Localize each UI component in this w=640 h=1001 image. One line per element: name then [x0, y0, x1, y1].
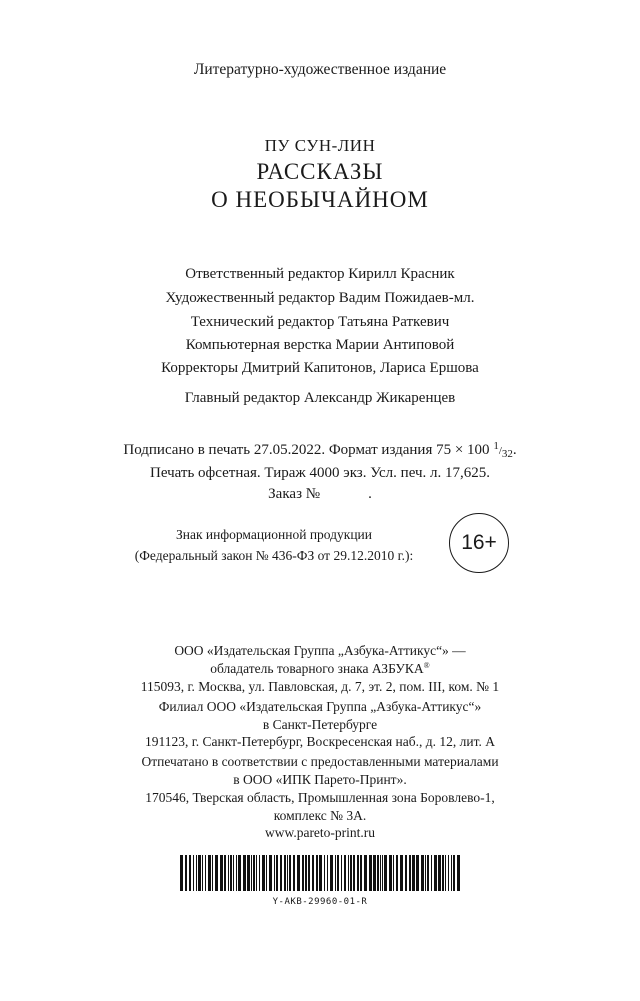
credit-responsible-editor: Ответственный редактор Кирилл Красник	[185, 266, 455, 282]
barcode-bar	[251, 855, 252, 891]
branch-address: 191123, г. Санкт-Петербург, Воскресенская наб., д. 12, лит. А	[145, 734, 495, 749]
barcode-bar	[253, 855, 255, 891]
barcode-bar	[238, 855, 241, 891]
barcode-bar	[416, 855, 419, 891]
age-rating-text: 16+	[461, 531, 497, 554]
barcode-bar	[400, 855, 403, 891]
barcode-bar	[335, 855, 336, 891]
print-order	[0, 486, 640, 503]
print-signed-suffix: .	[512, 442, 517, 458]
barcode-bar	[327, 855, 328, 891]
barcode-bar	[185, 855, 187, 891]
barcode-bar	[220, 855, 223, 891]
barcode-bar	[269, 855, 272, 891]
barcode-bar	[230, 855, 232, 891]
barcode-bar	[243, 855, 246, 891]
barcode-bar	[427, 855, 429, 891]
barcode-bar	[360, 855, 362, 891]
barcode-bar	[438, 855, 441, 891]
barcode-image	[180, 855, 460, 891]
order-suffix: .	[368, 486, 372, 502]
book-title-line-1: РАССКАЗЫ	[256, 159, 384, 184]
barcode-bar	[341, 855, 342, 891]
barcode-bar	[302, 855, 304, 891]
barcode-bar	[287, 855, 288, 891]
barcode-bar	[431, 855, 432, 891]
barcode-bar	[202, 855, 203, 891]
barcode-bar	[196, 855, 197, 891]
barcode-bar	[380, 855, 381, 891]
barcode-bar	[198, 855, 201, 891]
barcode-bar	[256, 855, 257, 891]
publisher-line-0: ООО «Издательская Группа „Азбука-Аттикус“» —	[174, 643, 466, 658]
print-signed-text: Подписано в печать 27.05.2022. Формат издания 75 × 100	[123, 442, 494, 458]
barcode-bar	[393, 855, 394, 891]
printer-website: www.pareto-print.ru	[264, 825, 376, 840]
barcode-bar	[330, 855, 333, 891]
barcode-bar	[396, 855, 398, 891]
barcode-bar	[421, 855, 424, 891]
format-denominator: 32	[501, 448, 513, 460]
barcode-bar	[409, 855, 411, 891]
barcode-bar	[293, 855, 295, 891]
barcode-bar	[284, 855, 286, 891]
book-author: ПУ СУН-ЛИН	[264, 136, 376, 155]
credit-proofreaders: Корректоры Дмитрий Капитонов, Лариса Ершова	[161, 360, 479, 376]
barcode-bar	[412, 855, 415, 891]
credit-layout: Компьютерная верстка Марии Антиповой	[185, 337, 455, 353]
barcode-bar	[445, 855, 446, 891]
registered-mark: ®	[423, 661, 430, 670]
barcode-bar	[364, 855, 367, 891]
printer-line-0: Отпечатано в соответствии с предоставленными материалами	[141, 754, 499, 769]
barcode-bar	[262, 855, 265, 891]
barcode-bar	[377, 855, 379, 891]
barcode-bar	[215, 855, 218, 891]
branch-line-1: в Санкт-Петербурге	[262, 717, 378, 732]
barcode-bar	[382, 855, 383, 891]
barcode-code: Y-AKB-29960-01-R	[272, 897, 368, 907]
format-fraction: 1/32	[493, 440, 513, 460]
barcode-bar	[189, 855, 191, 891]
barcode-bar	[442, 855, 444, 891]
barcode-bar	[180, 855, 183, 891]
publisher-trademark-text: обладатель товарного знака АЗБУКА	[210, 661, 424, 676]
barcode-bar	[259, 855, 260, 891]
format-numerator: 1	[493, 440, 499, 452]
barcode-bar	[289, 855, 291, 891]
age-rating-badge	[449, 513, 509, 573]
barcode-bar	[324, 855, 325, 891]
info-product-sign	[110, 524, 438, 566]
barcode-bar	[451, 855, 452, 891]
publisher-address: 115093, г. Москва, ул. Павловская, д. 7, эт. 2, пом. III, ком. № 1	[140, 679, 500, 694]
barcode-bar	[312, 855, 314, 891]
barcode-bar	[205, 855, 206, 891]
barcode-bar	[316, 855, 318, 891]
barcode-bar	[453, 855, 455, 891]
print-run-info: Печать офсетная. Тираж 4000 экз. Усл. печ. л. 17,625.	[149, 465, 491, 481]
publisher-line-1	[0, 661, 640, 677]
edition-genre: Литературно-художественное издание	[193, 61, 447, 78]
barcode-bar	[357, 855, 359, 891]
branch-line-0: Филиал ООО «Издательская Группа „Азбука-Аттикус“»	[158, 699, 482, 714]
credit-art-editor: Художественный редактор Вадим Пожидаев-мл.	[165, 290, 475, 306]
credit-chief-editor: Главный редактор Александр Жикаренцев	[184, 390, 456, 406]
barcode-bar	[319, 855, 322, 891]
barcode-bar	[274, 855, 275, 891]
barcode-bar	[212, 855, 213, 891]
barcode-bar	[425, 855, 426, 891]
barcode-bar	[224, 855, 226, 891]
barcode-bar	[448, 855, 449, 891]
print-signed-format	[0, 442, 640, 459]
printer-address-line-1: комплекс № 3А.	[273, 808, 367, 823]
book-title-line-2: О НЕОБЫЧАЙНОМ	[211, 187, 429, 212]
barcode-bar	[350, 855, 352, 891]
barcode-bar	[305, 855, 307, 891]
barcode-bar	[308, 855, 310, 891]
barcode-bar	[280, 855, 282, 891]
barcode-bar	[389, 855, 392, 891]
printer-address-line-0: 170546, Тверская область, Промышленная зона Боровлево-1,	[145, 790, 495, 805]
barcode-bar	[348, 855, 349, 891]
barcode-bar	[297, 855, 300, 891]
barcode-bar	[405, 855, 407, 891]
barcode-bar	[228, 855, 229, 891]
barcode-bar	[247, 855, 250, 891]
order-label: Заказ №	[268, 486, 321, 502]
barcode-bar	[373, 855, 376, 891]
barcode-bar	[266, 855, 267, 891]
barcode-bar	[384, 855, 387, 891]
barcode-bar	[193, 855, 194, 891]
barcode-bar	[369, 855, 372, 891]
barcode-bar	[233, 855, 234, 891]
info-sign-line-2: (Федеральный закон № 436-ФЗ от 29.12.2010 г.):	[134, 548, 414, 563]
barcode-bar	[208, 855, 211, 891]
barcode-bar	[457, 855, 460, 891]
barcode-bar	[337, 855, 339, 891]
barcode-bar	[344, 855, 346, 891]
barcode-bar	[276, 855, 278, 891]
barcode-bar	[353, 855, 355, 891]
barcode-bar	[236, 855, 237, 891]
printer-line-1: в ООО «ИПК Парето-Принт».	[233, 772, 407, 787]
info-sign-line-1: Знак информационной продукции	[175, 527, 373, 542]
credit-technical-editor: Технический редактор Татьяна Раткевич	[190, 314, 450, 330]
barcode-bar	[434, 855, 437, 891]
